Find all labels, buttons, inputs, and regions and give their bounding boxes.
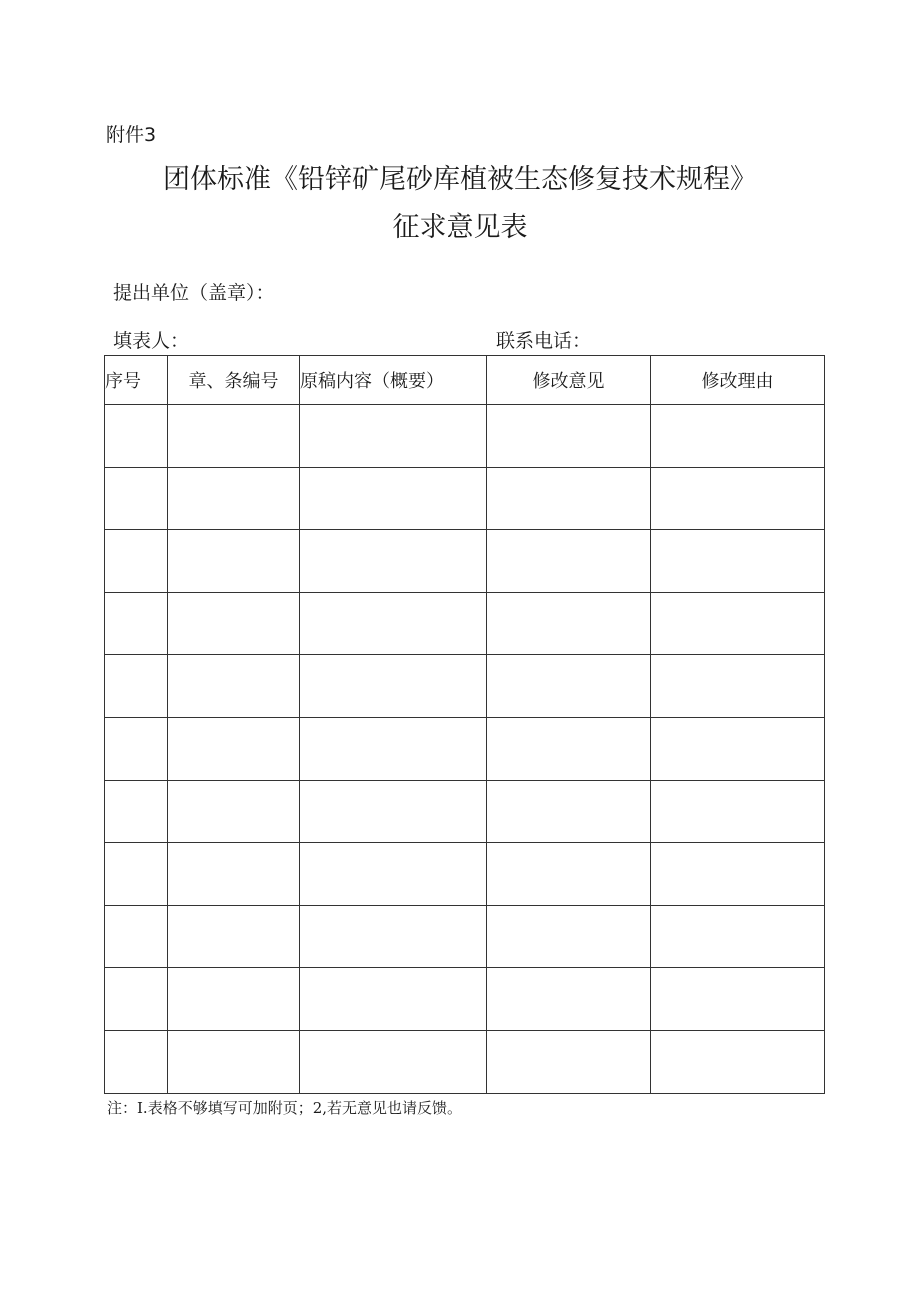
table-header-row [105, 356, 825, 405]
revision-opinion-cell [487, 1030, 651, 1093]
serial-number-cell [105, 717, 168, 780]
serial-number-cell [105, 655, 168, 718]
original-content-cell [300, 655, 487, 718]
revision-reason-cell [651, 655, 825, 718]
filler-label: 填表人： [113, 330, 190, 352]
revision-reason-cell [651, 1030, 825, 1093]
contact-phone-label: 联系电话： [496, 330, 592, 352]
table-row [105, 530, 825, 593]
serial-number-cell [105, 405, 168, 468]
original-content-cell [300, 1030, 487, 1093]
table-row [105, 405, 825, 468]
revision-opinion-cell [487, 467, 651, 530]
table-row [105, 968, 825, 1031]
original-content-cell [300, 905, 487, 968]
table-body [105, 405, 825, 1094]
header-clause-number: 章、条编号 [168, 356, 300, 405]
revision-reason-cell [651, 592, 825, 655]
clause-number-cell [168, 530, 300, 593]
clause-number-cell [168, 1030, 300, 1093]
table-row [105, 780, 825, 843]
table-row [105, 592, 825, 655]
serial-number-cell [105, 780, 168, 843]
header-serial-number: 序号 [105, 356, 168, 405]
revision-opinion-cell [487, 717, 651, 780]
revision-reason-cell [651, 843, 825, 906]
clause-number-cell [168, 843, 300, 906]
table-row [105, 655, 825, 718]
attachment-label: 附件3 [106, 124, 157, 146]
serial-number-cell [105, 530, 168, 593]
revision-opinion-cell [487, 843, 651, 906]
header-revision-reason: 修改理由 [651, 356, 825, 405]
revision-opinion-cell [487, 905, 651, 968]
revision-reason-cell [651, 405, 825, 468]
revision-reason-cell [651, 905, 825, 968]
original-content-cell [300, 968, 487, 1031]
serial-number-cell [105, 1030, 168, 1093]
revision-reason-cell [651, 717, 825, 780]
clause-number-cell [168, 780, 300, 843]
serial-number-cell [105, 467, 168, 530]
original-content-cell [300, 780, 487, 843]
header-revision-opinion: 修改意见 [487, 356, 651, 405]
original-content-cell [300, 530, 487, 593]
clause-number-cell [168, 717, 300, 780]
page-title-line1: 团体标准《铅锌矿尾砂库植被生态修复技术规程》 [163, 164, 757, 195]
clause-number-cell [168, 905, 300, 968]
revision-opinion-cell [487, 968, 651, 1031]
revision-reason-cell [651, 530, 825, 593]
serial-number-cell [105, 843, 168, 906]
revision-reason-cell [651, 467, 825, 530]
submitting-unit-label: 提出单位（盖章）： [113, 282, 275, 304]
table-row [105, 905, 825, 968]
revision-reason-cell [651, 780, 825, 843]
revision-opinion-cell [487, 592, 651, 655]
header-original-content: 原稿内容（概要） [300, 356, 487, 405]
serial-number-cell [105, 968, 168, 1031]
original-content-cell [300, 843, 487, 906]
original-content-cell [300, 467, 487, 530]
revision-opinion-cell [487, 405, 651, 468]
original-content-cell [300, 717, 487, 780]
clause-number-cell [168, 405, 300, 468]
clause-number-cell [168, 467, 300, 530]
original-content-cell [300, 405, 487, 468]
page-title-line2: 征求意见表 [392, 212, 528, 243]
clause-number-cell [168, 592, 300, 655]
serial-number-cell [105, 905, 168, 968]
original-content-cell [300, 592, 487, 655]
revision-opinion-cell [487, 780, 651, 843]
serial-number-cell [105, 592, 168, 655]
clause-number-cell [168, 655, 300, 718]
table-row [105, 717, 825, 780]
clause-number-cell [168, 968, 300, 1031]
opinion-table [104, 355, 825, 1094]
revision-opinion-cell [487, 655, 651, 718]
revision-opinion-cell [487, 530, 651, 593]
table-row [105, 843, 825, 906]
footnote: 注：Ⅰ.表格不够填写可加附页；2,若无意见也请反馈。 [107, 1099, 463, 1117]
revision-reason-cell [651, 968, 825, 1031]
table-row [105, 467, 825, 530]
table-row [105, 1030, 825, 1093]
